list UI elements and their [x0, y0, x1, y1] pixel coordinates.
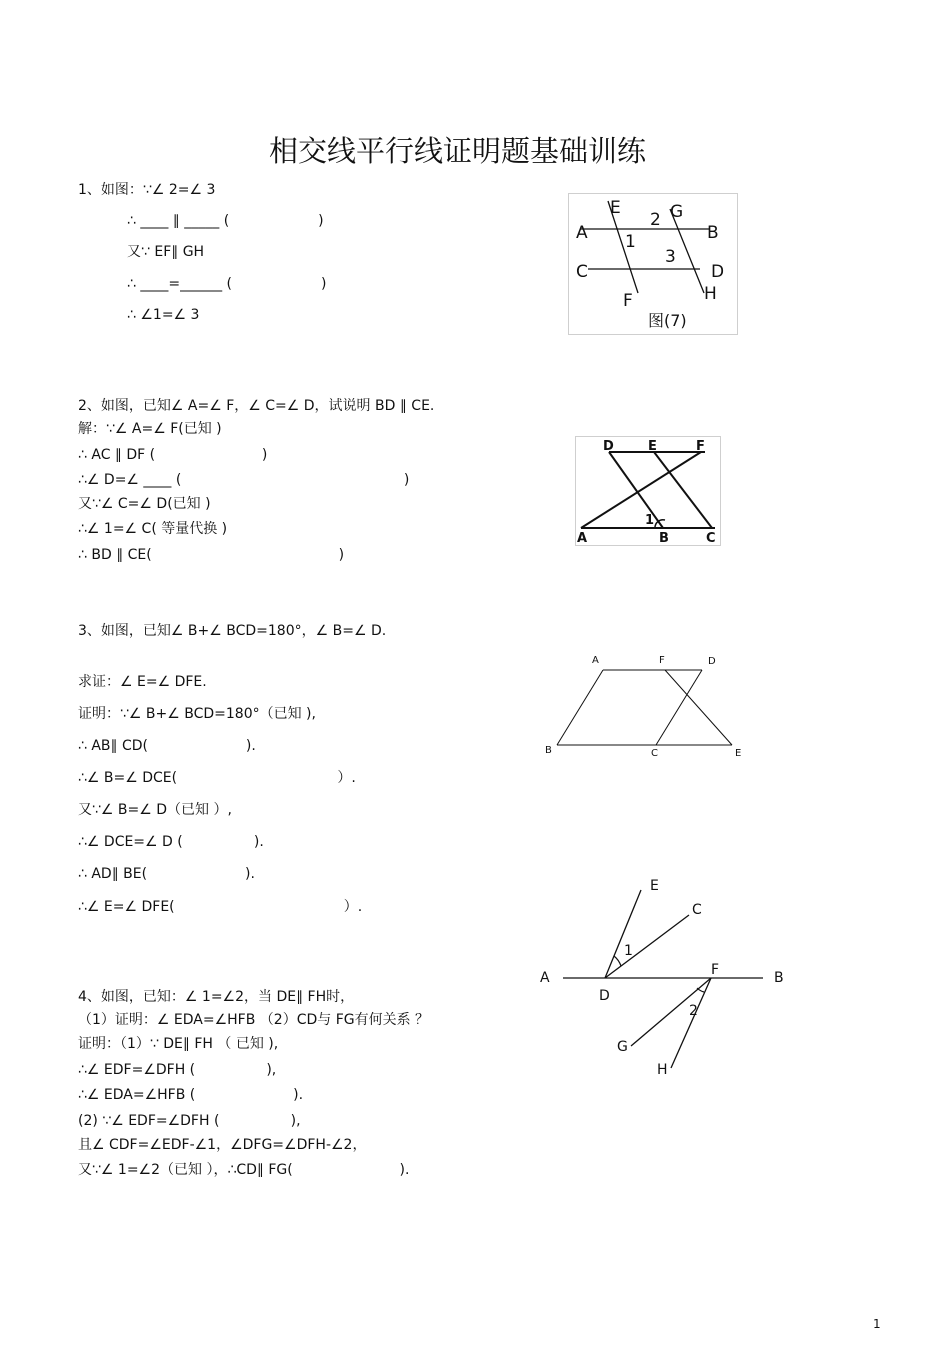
line-dc: [656, 670, 702, 745]
figure-2: [575, 436, 721, 546]
angle-2-arc: [697, 988, 704, 992]
problem-3-line: ∴ AB∥ CD( ).: [78, 738, 256, 754]
line-fh: [671, 978, 711, 1068]
problem-1-line: 1、如图：∵∠ 2=∠ 3: [78, 182, 216, 198]
problem-1-line: 又∵ EF∥ GH: [127, 244, 205, 260]
line-db: [609, 452, 663, 528]
problem-1-line: ∴ ∠1=∠ 3: [127, 307, 200, 323]
problem-1-line: ∴ ____ ∥ _____ ( ): [127, 213, 324, 229]
label-2: 2: [689, 1003, 698, 1019]
label-3: 3: [665, 247, 676, 267]
label-d: D: [708, 656, 716, 667]
label-b: B: [774, 970, 784, 986]
line-ab: [557, 670, 603, 745]
problem-4-line: ∴∠ EDA=∠HFB ( ).: [78, 1087, 304, 1103]
problem-3-line: 3、如图，已知∠ B+∠ BCD=180°，∠ B=∠ D.: [78, 623, 387, 639]
label-g: G: [617, 1039, 628, 1055]
figure-caption: 图(7): [648, 311, 687, 330]
line-fg: [631, 978, 711, 1046]
problem-2-line: 解：∵∠ A=∠ F(已知 ): [78, 421, 222, 437]
problem-3-line: ∴∠ DCE=∠ D ( ).: [78, 834, 264, 850]
problem-2-line: ∴ AC ∥ DF ( ): [78, 447, 268, 463]
problem-2-line: ∴∠ 1=∠ C( 等量代换 ): [78, 521, 228, 537]
label-d: D: [603, 439, 614, 454]
label-d: D: [599, 988, 610, 1004]
label-c: C: [651, 748, 658, 759]
label-f: F: [659, 655, 665, 666]
label-a: A: [592, 655, 599, 666]
problem-2-line: ∴ BD ∥ CE( ): [78, 547, 345, 563]
line-fe: [665, 670, 732, 745]
label-f: F: [623, 291, 633, 311]
figure-4: [535, 870, 795, 1080]
label-a: A: [577, 531, 588, 546]
problem-4-line: （1）证明：∠ EDA=∠HFB （2）CD与 FG有何关系 ？: [78, 1012, 430, 1028]
problem-2-line: 又∵∠ C=∠ D(已知 ): [78, 496, 211, 512]
label-f: F: [711, 962, 720, 978]
problem-3-line: 又∵∠ B=∠ D（已知 ）,: [78, 802, 232, 818]
label-a: A: [540, 970, 550, 986]
problem-2-line: ∴∠ D=∠ ____ ( ): [78, 472, 410, 488]
problem-4-line: 又∵∠ 1=∠2（已知 ），∴CD∥ FG( ).: [78, 1162, 410, 1178]
problem-4-line: 且∠ CDF=∠EDF-∠1，∠DFG=∠DFH-∠2，: [78, 1137, 367, 1153]
label-b: B: [659, 531, 669, 546]
label-1: 1: [645, 513, 655, 528]
problem-3-line: ∴∠ E=∠ DFE( ）.: [78, 899, 363, 915]
label-d: D: [711, 262, 725, 282]
page-title: 相交线平行线证明题基础训练: [268, 134, 646, 168]
label-e: E: [610, 198, 621, 218]
problem-1-line: ∴ ____=______ ( ): [127, 276, 327, 292]
problem-4-line: 4、如图，已知：∠ 1=∠2，当 DE∥ FH时，: [78, 989, 355, 1005]
label-f: F: [696, 439, 705, 454]
label-e: E: [735, 748, 742, 759]
figure-1: [568, 193, 738, 335]
problem-2-line: 2、如图，已知∠ A=∠ F，∠ C=∠ D，试说明 BD ∥ CE.: [78, 398, 435, 414]
label-e: E: [648, 439, 657, 454]
label-g: G: [670, 202, 684, 222]
problem-3-line: ∴ AD∥ BE( ).: [78, 866, 255, 882]
label-h: H: [704, 284, 717, 304]
label-a: A: [576, 223, 588, 243]
problem-3-line: 求证：∠ E=∠ DFE.: [78, 674, 207, 690]
problem-3-line: ∴∠ B=∠ DCE( ）.: [78, 770, 356, 786]
label-h: H: [657, 1062, 668, 1078]
label-b: B: [707, 223, 719, 243]
problem-3-line: 证明：∵∠ B+∠ BCD=180°（已知 ),: [78, 706, 316, 722]
problem-4-line: 证明：（1）∵ DE∥ FH （ 已知 ),: [78, 1036, 279, 1052]
label-1: 1: [625, 232, 636, 252]
problem-4-line: (2) ∵∠ EDF=∠DFH ( ),: [78, 1113, 301, 1129]
problem-4-line: ∴∠ EDF=∠DFH ( ),: [78, 1062, 277, 1078]
label-c: C: [692, 902, 702, 918]
page-number: 1: [873, 1317, 881, 1331]
label-1: 1: [624, 943, 633, 959]
label-e: E: [650, 878, 659, 894]
label-b: B: [545, 745, 552, 756]
angle-1-arc: [614, 956, 621, 966]
figure-3: [540, 650, 750, 760]
label-c: C: [706, 531, 716, 546]
label-c: C: [576, 262, 588, 282]
label-2: 2: [650, 210, 661, 230]
